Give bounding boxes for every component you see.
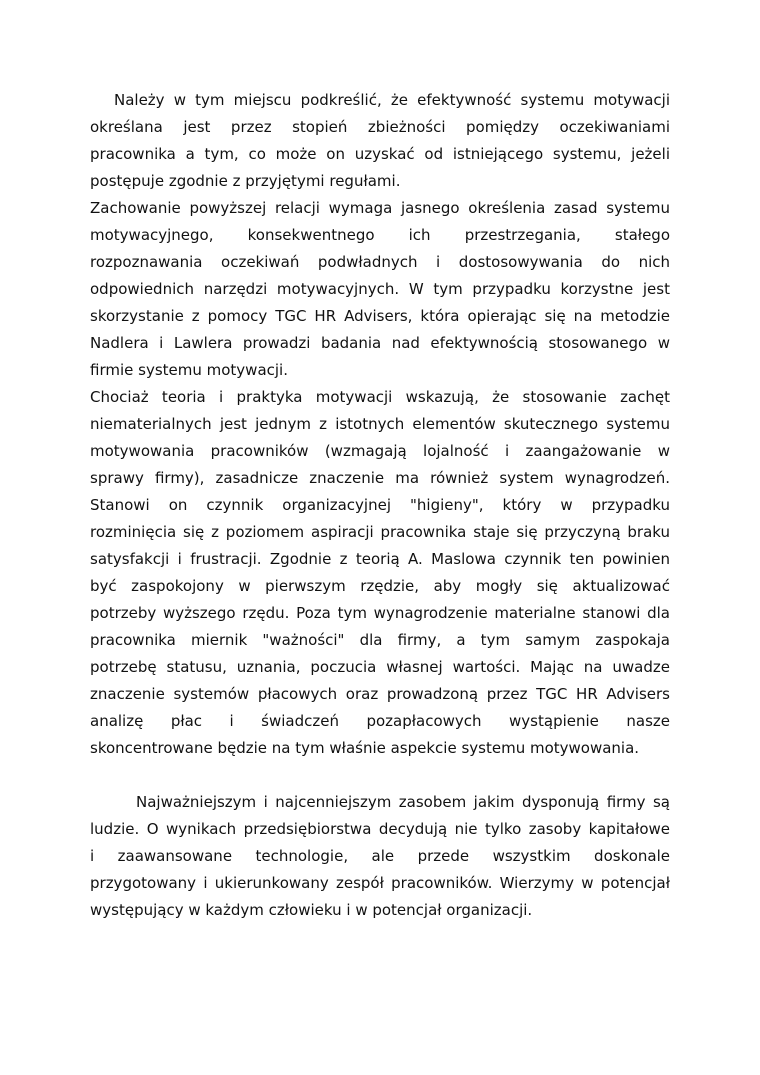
text-line: Należy w tym miejscu podkreślić, że efektywność systemu motywacji — [114, 91, 670, 109]
text-line: niematerialnych jest jednym z istotnych elementów skutecznego systemu — [90, 415, 670, 433]
text-line: skoncentrowane będzie na tym właśnie aspekcie systemu motywowania. — [90, 739, 640, 757]
text-line: pracownika miernik "ważności" dla firmy, a tym samym zaspokaja — [90, 631, 670, 649]
text-line: motywowania pracowników (wzmagają lojalność i zaangażowanie w — [90, 442, 670, 460]
text-line: skorzystanie z pomocy TGC HR Advisers, która opierając się na metodzie — [90, 307, 670, 325]
text-line: satysfakcji i frustracji. Zgodnie z teorią A. Maslowa czynnik ten powinien — [90, 550, 670, 568]
text-line: postępuje zgodnie z przyjętymi regułami. — [90, 172, 401, 190]
paragraph-3 — [90, 384, 670, 762]
text-line: Chociaż teoria i praktyka motywacji wskazują, że stosowanie zachęt — [90, 388, 670, 406]
paragraph-4 — [90, 789, 670, 924]
paragraph-2 — [90, 195, 670, 384]
text-line: określana jest przez stopień zbieżności pomiędzy oczekiwaniami — [90, 118, 670, 136]
text-line: i zaawansowane technologie, ale przede wszystkim doskonale — [90, 847, 670, 865]
text-line: Nadlera i Lawlera prowadzi badania nad efektywnością stosowanego w — [90, 334, 670, 352]
text-line: znaczenie systemów płacowych oraz prowadzoną przez TGC HR Advisers — [90, 685, 670, 703]
text-line: potrzeby wyższego rzędu. Poza tym wynagrodzenie materialne stanowi dla — [90, 604, 670, 622]
text-line: motywacyjnego, konsekwentnego ich przestrzegania, stałego — [90, 226, 670, 244]
text-line: Zachowanie powyższej relacji wymaga jasnego określenia zasad systemu — [90, 199, 670, 217]
text-line: być zaspokojony w pierwszym rzędzie, aby mogły się aktualizować — [90, 577, 670, 595]
text-line: potrzebę statusu, uznania, poczucia własnej wartości. Mając na uwadze — [90, 658, 670, 676]
text-line: odpowiednich narzędzi motywacyjnych. W tym przypadku korzystne jest — [90, 280, 670, 298]
document-page — [90, 87, 670, 924]
text-line: firmie systemu motywacji. — [90, 361, 288, 379]
text-line: rozpoznawania oczekiwań podwładnych i dostosowywania do nich — [90, 253, 670, 271]
text-line: Najważniejszym i najcenniejszym zasobem jakim dysponują firmy są — [136, 793, 670, 811]
text-line: przygotowany i ukierunkowany zespół pracowników. Wierzymy w potencjał — [90, 874, 670, 892]
text-line: ludzie. O wynikach przedsiębiorstwa decydują nie tylko zasoby kapitałowe — [90, 820, 670, 838]
text-line: Stanowi on czynnik organizacyjnej "higieny", który w przypadku — [90, 496, 670, 514]
text-line: analizę płac i świadczeń pozapłacowych wystąpienie nasze — [90, 712, 670, 730]
text-line: występujący w każdym człowieku i w potencjał organizacji. — [90, 901, 533, 919]
text-line: rozminięcia się z poziomem aspiracji pracownika staje się przyczyną braku — [90, 523, 670, 541]
paragraph-spacer — [90, 762, 670, 789]
text-line: sprawy firmy), zasadnicze znaczenie ma również system wynagrodzeń. — [90, 469, 670, 487]
paragraph-1 — [90, 87, 670, 195]
text-line: pracownika a tym, co może on uzyskać od istniejącego systemu, jeżeli — [90, 145, 670, 163]
